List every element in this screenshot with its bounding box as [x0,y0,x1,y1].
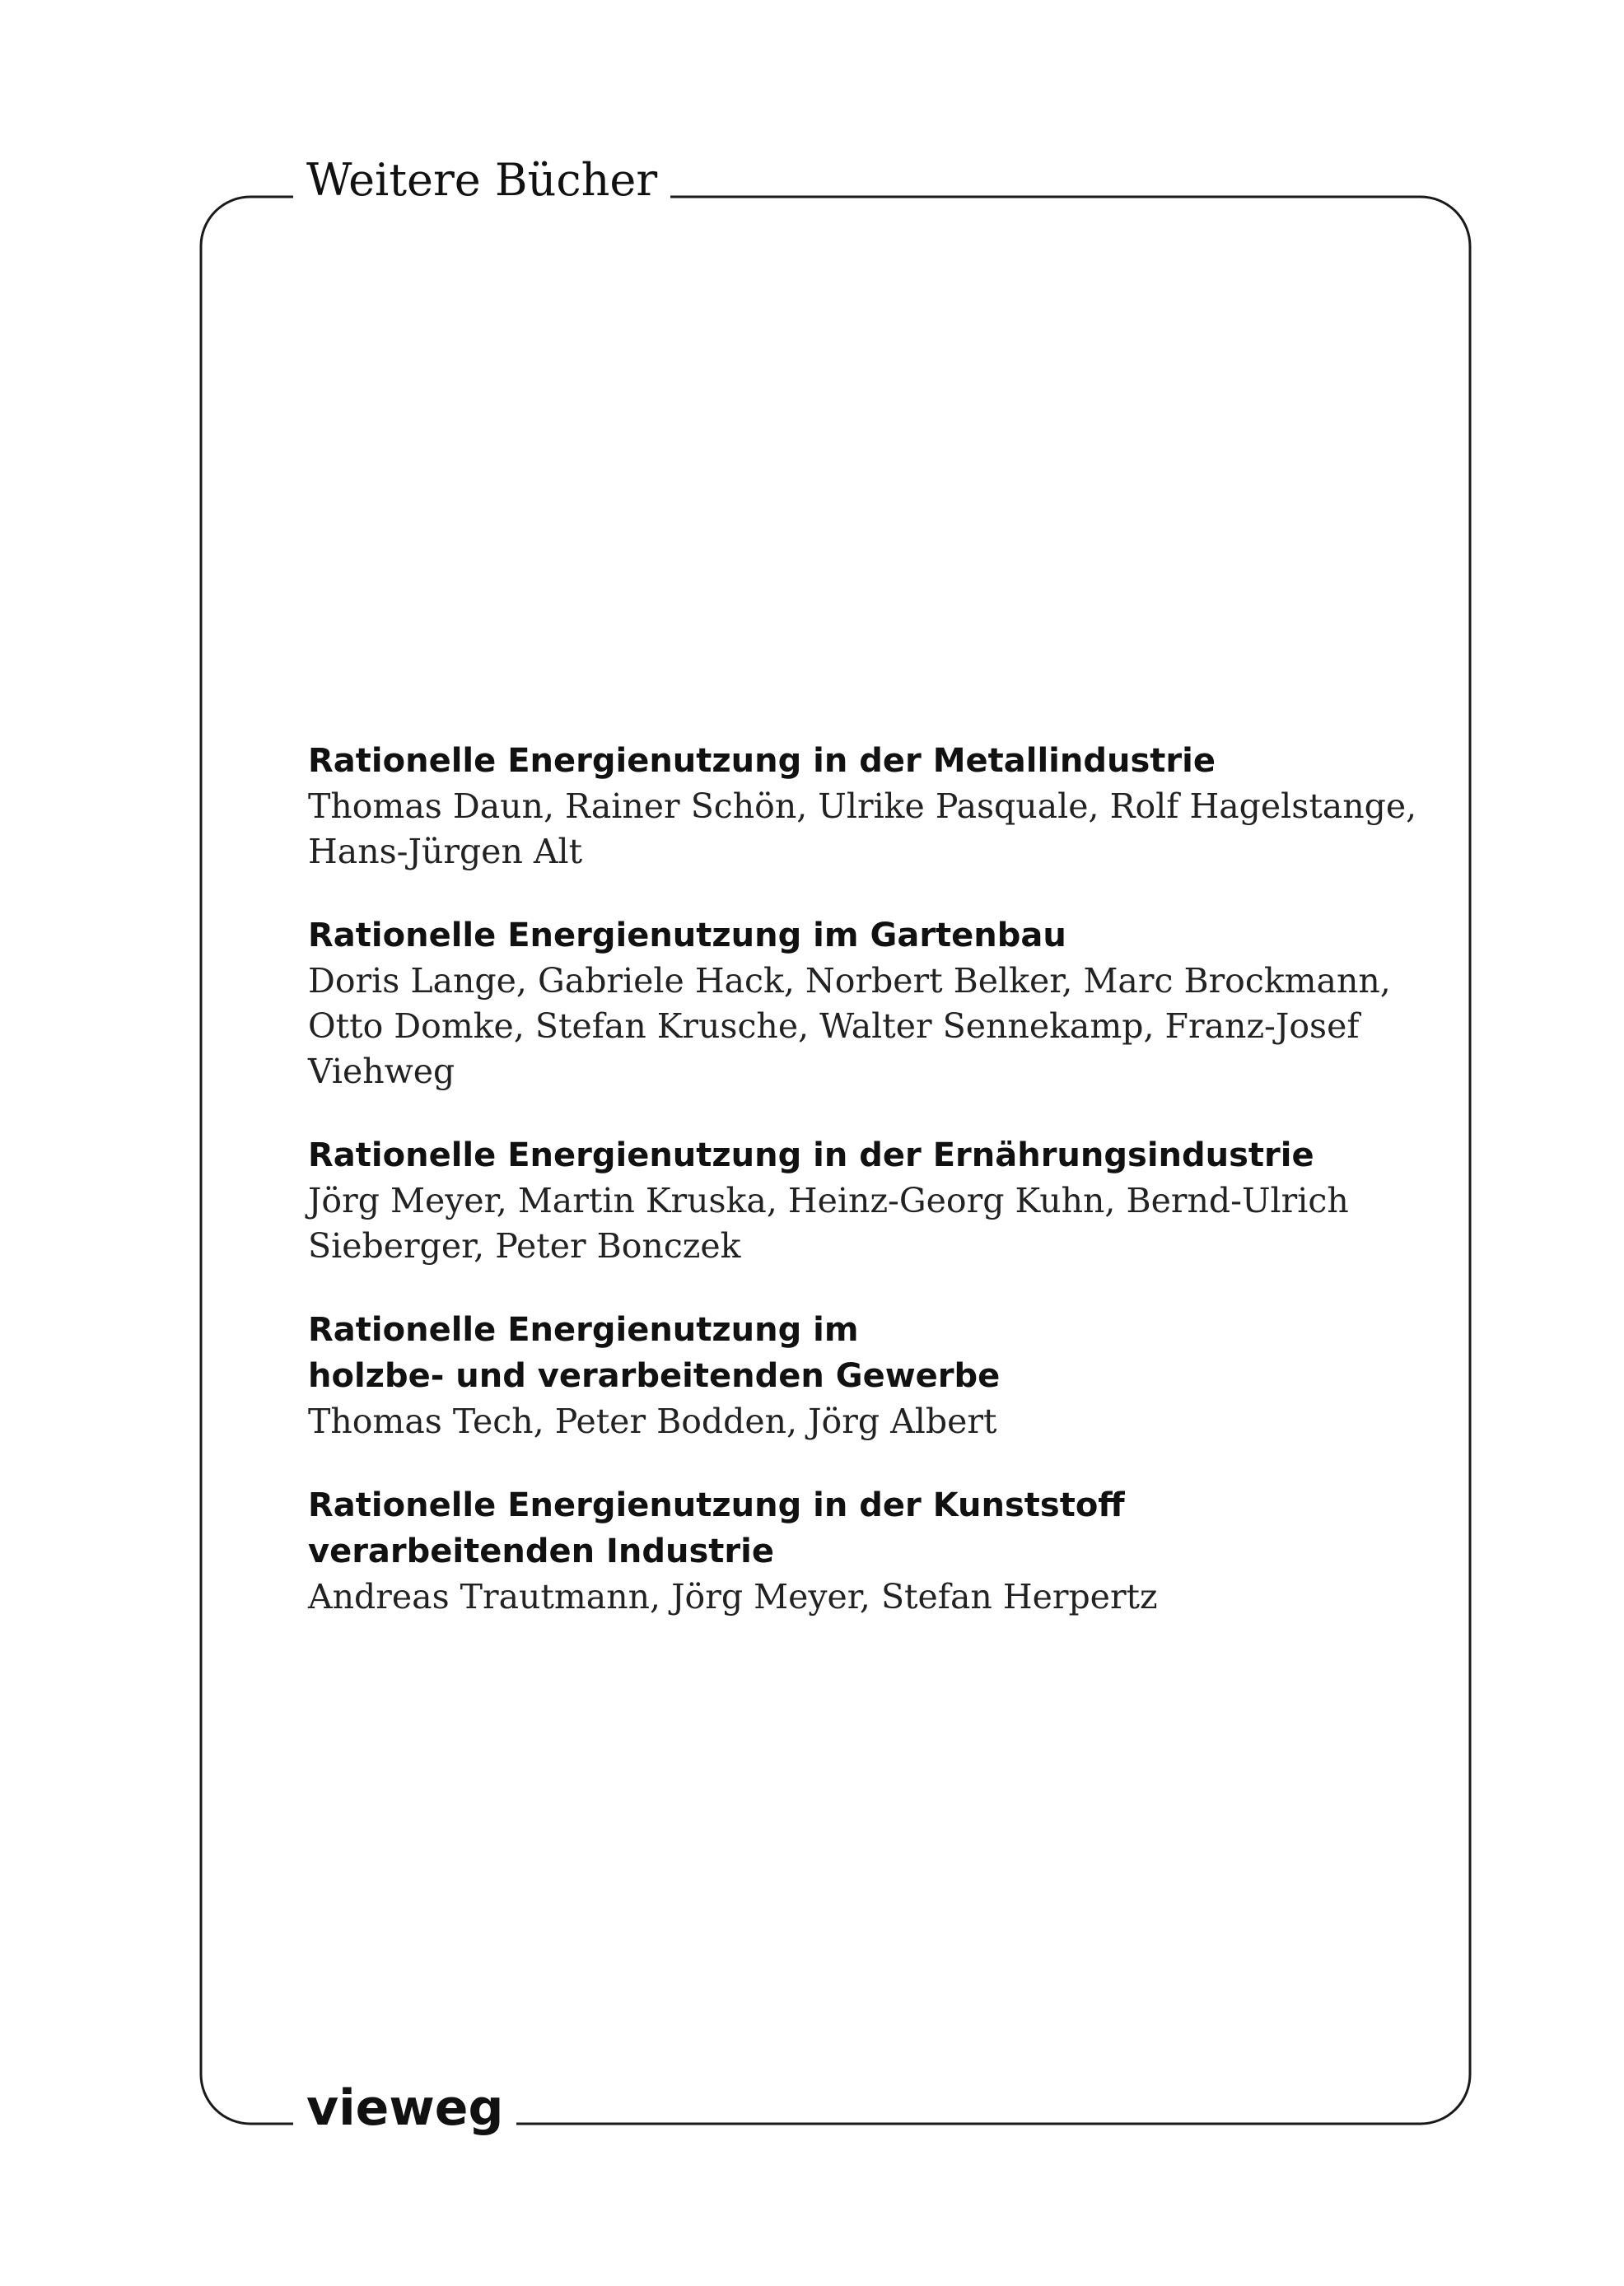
book-entry [308,1307,1444,1444]
book-entry [308,738,1444,875]
book-title: Rationelle Energienutzung in der Ernährungsindustrie [308,1136,1314,1174]
page-title: Weitere Bücher [293,158,670,203]
book-entry [308,1132,1444,1269]
book-authors: Andreas Trautmann, Jörg Meyer, Stefan Herpertz [308,1577,1158,1617]
publisher-logo: vieweg [293,2083,516,2133]
book-title: Rationelle Energienutzung im Gartenbau [308,917,1066,954]
book-list [308,738,1444,1658]
book-title: Rationelle Energienutzung im holzbe- und verarbeitenden Gewerbe [308,1311,1001,1395]
book-authors: Doris Lange, Gabriele Hack, Norbert Belker, Marc Brockmann, Otto Domke, Stefan Krusche, Walter Sennekamp, Franz-Josef Viehweg [308,961,1391,1091]
book-entry [308,912,1444,1094]
book-title: Rationelle Energienutzung in der Kunststoff verarbeitenden Industrie [308,1486,1125,1570]
book-authors: Jörg Meyer, Martin Kruska, Heinz-Georg Kuhn, Bernd-Ulrich Sieberger, Peter Bonczek [308,1181,1349,1266]
book-authors: Thomas Daun, Rainer Schön, Ulrike Pasquale, Rolf Hagelstange, Hans-Jürgen Alt [308,786,1417,871]
book-title: Rationelle Energienutzung in der Metallindustrie [308,742,1216,780]
book-authors: Thomas Tech, Peter Bodden, Jörg Albert [308,1402,997,1441]
book-entry [308,1482,1444,1620]
